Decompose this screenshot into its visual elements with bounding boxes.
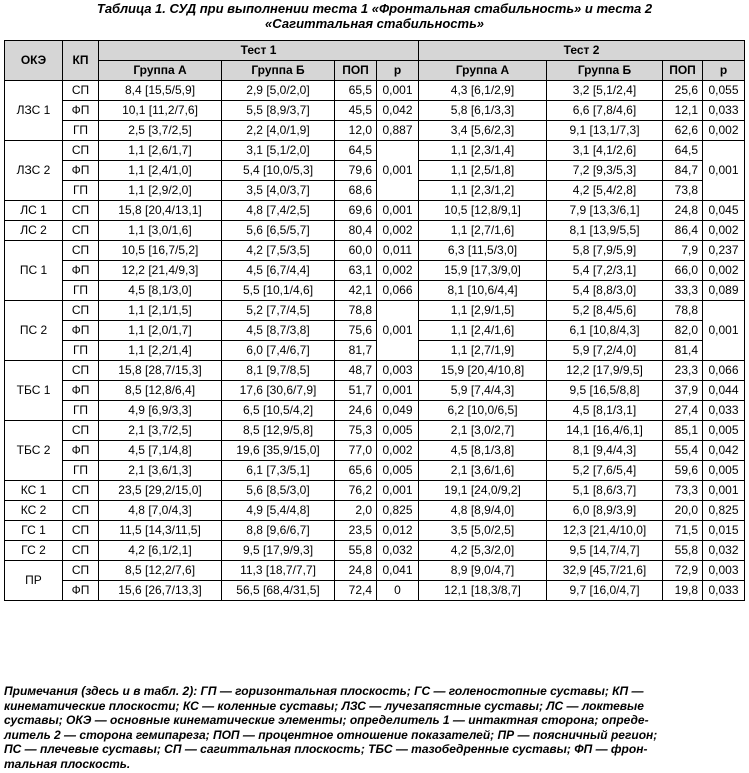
notes-line: Примечания (здесь и в табл. 2): ГП — горизонтальная плоскость; ГС — голеностопные суставы; КП — bbox=[4, 684, 644, 698]
test1-group-b-cell: 4,5 [8,7/3,8] bbox=[222, 321, 335, 341]
test2-pop-cell: 37,9 bbox=[663, 381, 703, 401]
test2-group-b-cell: 7,2 [9,3/5,3] bbox=[547, 161, 663, 181]
test1-pop-cell: 75,3 bbox=[335, 421, 377, 441]
table-row bbox=[5, 221, 745, 241]
header-row-2 bbox=[5, 61, 745, 81]
header-row-1 bbox=[5, 41, 745, 61]
test2-p-cell: 0,001 bbox=[703, 481, 745, 501]
kp-cell: ФП bbox=[63, 581, 99, 601]
notes-line: ПС — плечевые суставы; СП — сагиттальная плоскость; ТБС — тазобедренные суставы; ФП — фрон- bbox=[4, 742, 648, 756]
test2-pop-cell: 23,3 bbox=[663, 361, 703, 381]
table-notes bbox=[4, 684, 746, 771]
table-row bbox=[5, 581, 745, 601]
test1-group-a-cell: 15,6 [26,7/13,3] bbox=[99, 581, 222, 601]
test2-group-b-cell: 6,1 [10,8/4,3] bbox=[547, 321, 663, 341]
test2-group-b-cell: 5,2 [7,6/5,4] bbox=[547, 461, 663, 481]
test2-p-cell: 0,033 bbox=[703, 101, 745, 121]
okj-cell: ПС 2 bbox=[5, 301, 63, 361]
test1-group-a-cell: 8,5 [12,2/7,6] bbox=[99, 561, 222, 581]
table-row bbox=[5, 261, 745, 281]
okj-cell: ПС 1 bbox=[5, 241, 63, 301]
test1-p-cell: 0,001 bbox=[377, 201, 419, 221]
test2-p-cell: 0,015 bbox=[703, 521, 745, 541]
test2-group-b-cell: 8,1 [13,9/5,5] bbox=[547, 221, 663, 241]
test2-p-cell: 0,066 bbox=[703, 361, 745, 381]
test2-p-cell: 0,089 bbox=[703, 281, 745, 301]
test2-pop-cell: 62,6 bbox=[663, 121, 703, 141]
test2-group-a-cell: 3,5 [5,0/2,5] bbox=[419, 521, 547, 541]
test2-group-a-cell: 5,8 [6,1/3,3] bbox=[419, 101, 547, 121]
test2-group-a-cell: 1,1 [2,3/1,2] bbox=[419, 181, 547, 201]
kp-cell: СП bbox=[63, 561, 99, 581]
test1-group-a-cell: 4,2 [6,1/2,1] bbox=[99, 541, 222, 561]
kp-cell: СП bbox=[63, 201, 99, 221]
test2-pop-cell: 73,8 bbox=[663, 181, 703, 201]
test1-pop-cell: 24,6 bbox=[335, 401, 377, 421]
results-table bbox=[4, 40, 745, 601]
test1-group-a-cell: 15,8 [20,4/13,1] bbox=[99, 201, 222, 221]
test1-pop-cell: 55,8 bbox=[335, 541, 377, 561]
header-test2: Тест 2 bbox=[419, 41, 745, 61]
test2-group-a-cell: 8,9 [9,0/4,7] bbox=[419, 561, 547, 581]
test1-group-b-cell: 5,2 [7,7/4,5] bbox=[222, 301, 335, 321]
kp-cell: ФП bbox=[63, 161, 99, 181]
test1-group-a-cell: 4,9 [6,9/3,3] bbox=[99, 401, 222, 421]
okj-cell: ЛЗС 2 bbox=[5, 141, 63, 201]
test1-group-b-cell: 6,5 [10,5/4,2] bbox=[222, 401, 335, 421]
table-body bbox=[5, 81, 745, 601]
kp-cell: ГП bbox=[63, 341, 99, 361]
test1-group-b-cell: 5,5 [10,1/4,6] bbox=[222, 281, 335, 301]
table-row bbox=[5, 401, 745, 421]
test2-group-b-cell: 5,1 [8,6/3,7] bbox=[547, 481, 663, 501]
test2-group-a-cell: 1,1 [2,9/1,5] bbox=[419, 301, 547, 321]
test2-pop-cell: 24,8 bbox=[663, 201, 703, 221]
test1-pop-cell: 65,5 bbox=[335, 81, 377, 101]
test1-p-cell: 0 bbox=[377, 581, 419, 601]
kp-cell: СП bbox=[63, 141, 99, 161]
test2-pop-cell: 81,4 bbox=[663, 341, 703, 361]
table-row bbox=[5, 201, 745, 221]
test2-pop-cell: 59,6 bbox=[663, 461, 703, 481]
test2-group-b-cell: 32,9 [45,7/21,6] bbox=[547, 561, 663, 581]
test2-group-a-cell: 1,1 [2,5/1,8] bbox=[419, 161, 547, 181]
test1-pop-cell: 2,0 bbox=[335, 501, 377, 521]
test1-p-cell: 0,041 bbox=[377, 561, 419, 581]
test2-pop-cell: 86,4 bbox=[663, 221, 703, 241]
test2-group-a-cell: 2,1 [3,6/1,6] bbox=[419, 461, 547, 481]
test1-pop-cell: 80,4 bbox=[335, 221, 377, 241]
test1-group-b-cell: 5,4 [10,0/5,3] bbox=[222, 161, 335, 181]
test2-group-b-cell: 9,5 [16,5/8,8] bbox=[547, 381, 663, 401]
test1-p-cell: 0,001 bbox=[377, 381, 419, 401]
test1-group-a-cell: 2,1 [3,7/2,5] bbox=[99, 421, 222, 441]
test1-pop-cell: 78,8 bbox=[335, 301, 377, 321]
table-row bbox=[5, 181, 745, 201]
test1-p-cell: 0,049 bbox=[377, 401, 419, 421]
table-row bbox=[5, 461, 745, 481]
test2-pop-cell: 71,5 bbox=[663, 521, 703, 541]
table-row bbox=[5, 501, 745, 521]
notes-line: кинематические плоскости; КС — коленные суставы; ЛЗС — лучезапястные суставы; ЛС — локтевые bbox=[4, 698, 644, 713]
test1-pop-cell: 12,0 bbox=[335, 121, 377, 141]
test1-p-cell: 0,887 bbox=[377, 121, 419, 141]
test2-group-a-cell: 4,5 [8,1/3,8] bbox=[419, 441, 547, 461]
test2-pop-cell: 85,1 bbox=[663, 421, 703, 441]
kp-cell: СП bbox=[63, 481, 99, 501]
kp-cell: ФП bbox=[63, 381, 99, 401]
test2-group-b-cell: 12,2 [17,9/9,5] bbox=[547, 361, 663, 381]
header-test1-pop: ПОП bbox=[335, 61, 377, 81]
test1-pop-cell: 69,6 bbox=[335, 201, 377, 221]
test2-pop-cell: 27,4 bbox=[663, 401, 703, 421]
table-row bbox=[5, 421, 745, 441]
table-title bbox=[0, 1, 749, 31]
test1-pop-cell: 75,6 bbox=[335, 321, 377, 341]
test2-pop-cell: 84,7 bbox=[663, 161, 703, 181]
okj-cell: ТБС 1 bbox=[5, 361, 63, 421]
test2-group-a-cell: 8,1 [10,6/4,4] bbox=[419, 281, 547, 301]
table-row bbox=[5, 241, 745, 261]
test2-pop-cell: 55,8 bbox=[663, 541, 703, 561]
header-test1: Тест 1 bbox=[99, 41, 419, 61]
table-row bbox=[5, 141, 745, 161]
test1-pop-cell: 42,1 bbox=[335, 281, 377, 301]
okj-cell: КС 1 bbox=[5, 481, 63, 501]
header-kp: КП bbox=[63, 41, 99, 81]
kp-cell: ФП bbox=[63, 101, 99, 121]
table-row bbox=[5, 481, 745, 501]
test1-group-a-cell: 1,1 [2,4/1,0] bbox=[99, 161, 222, 181]
test1-pop-cell: 48,7 bbox=[335, 361, 377, 381]
test1-p-cell: 0,001 bbox=[377, 481, 419, 501]
table-row bbox=[5, 521, 745, 541]
test2-group-a-cell: 1,1 [2,4/1,6] bbox=[419, 321, 547, 341]
test1-p-cell: 0,001 bbox=[377, 141, 419, 201]
test1-p-cell: 0,002 bbox=[377, 261, 419, 281]
notes-line: тальная плоскость. bbox=[4, 756, 131, 771]
table-row bbox=[5, 301, 745, 321]
test2-group-a-cell: 5,9 [7,4/4,3] bbox=[419, 381, 547, 401]
header-test1-p: р bbox=[377, 61, 419, 81]
test1-pop-cell: 72,4 bbox=[335, 581, 377, 601]
test2-group-b-cell: 6,6 [7,8/4,6] bbox=[547, 101, 663, 121]
okj-cell: ГС 2 bbox=[5, 541, 63, 561]
test1-group-b-cell: 8,5 [12,9/5,8] bbox=[222, 421, 335, 441]
test2-pop-cell: 12,1 bbox=[663, 101, 703, 121]
kp-cell: СП bbox=[63, 521, 99, 541]
table-title-line-2: «Сагиттальная стабильность» bbox=[264, 16, 485, 31]
test1-group-a-cell: 2,1 [3,6/1,3] bbox=[99, 461, 222, 481]
test2-pop-cell: 72,9 bbox=[663, 561, 703, 581]
test2-group-b-cell: 9,5 [14,7/4,7] bbox=[547, 541, 663, 561]
header-test2-p: р bbox=[703, 61, 745, 81]
header-test2-group-a: Группа А bbox=[419, 61, 547, 81]
test1-pop-cell: 24,8 bbox=[335, 561, 377, 581]
test1-pop-cell: 76,2 bbox=[335, 481, 377, 501]
test1-pop-cell: 65,6 bbox=[335, 461, 377, 481]
test2-group-a-cell: 4,8 [8,9/4,0] bbox=[419, 501, 547, 521]
test2-group-b-cell: 8,1 [9,4/4,3] bbox=[547, 441, 663, 461]
test1-pop-cell: 45,5 bbox=[335, 101, 377, 121]
test2-pop-cell: 19,8 bbox=[663, 581, 703, 601]
test1-group-a-cell: 12,2 [21,4/9,3] bbox=[99, 261, 222, 281]
test1-group-b-cell: 8,8 [9,6/6,7] bbox=[222, 521, 335, 541]
test1-pop-cell: 23,5 bbox=[335, 521, 377, 541]
test1-group-b-cell: 2,9 [5,0/2,0] bbox=[222, 81, 335, 101]
header-test2-group-b: Группа Б bbox=[547, 61, 663, 81]
test2-group-a-cell: 10,5 [12,8/9,1] bbox=[419, 201, 547, 221]
okj-cell: ЛЗС 1 bbox=[5, 81, 63, 141]
test1-group-b-cell: 5,6 [8,5/3,0] bbox=[222, 481, 335, 501]
test1-group-a-cell: 10,5 [16,7/5,2] bbox=[99, 241, 222, 261]
test1-group-b-cell: 4,9 [5,4/4,8] bbox=[222, 501, 335, 521]
test1-group-b-cell: 19,6 [35,9/15,0] bbox=[222, 441, 335, 461]
test1-p-cell: 0,002 bbox=[377, 221, 419, 241]
test2-group-a-cell: 15,9 [17,3/9,0] bbox=[419, 261, 547, 281]
test2-group-a-cell: 1,1 [2,3/1,4] bbox=[419, 141, 547, 161]
test2-group-b-cell: 12,3 [21,4/10,0] bbox=[547, 521, 663, 541]
test2-group-a-cell: 1,1 [2,7/1,6] bbox=[419, 221, 547, 241]
test1-p-cell: 0,042 bbox=[377, 101, 419, 121]
test2-group-b-cell: 3,1 [4,1/2,6] bbox=[547, 141, 663, 161]
header-okj: ОКЭ bbox=[5, 41, 63, 81]
test1-group-a-cell: 1,1 [2,1/1,5] bbox=[99, 301, 222, 321]
test1-group-b-cell: 5,5 [8,9/3,7] bbox=[222, 101, 335, 121]
notes-line: литель 2 — сторона гемипареза; ПОП — процентное отношение показателей; ПР — поясничный регион; bbox=[4, 727, 658, 742]
kp-cell: СП bbox=[63, 421, 99, 441]
test1-pop-cell: 51,7 bbox=[335, 381, 377, 401]
test1-group-b-cell: 6,0 [7,4/6,7] bbox=[222, 341, 335, 361]
test1-group-a-cell: 8,5 [12,8/6,4] bbox=[99, 381, 222, 401]
table-row bbox=[5, 321, 745, 341]
kp-cell: ГП bbox=[63, 121, 99, 141]
kp-cell: ФП bbox=[63, 321, 99, 341]
kp-cell: ГП bbox=[63, 401, 99, 421]
test1-group-b-cell: 3,1 [5,1/2,0] bbox=[222, 141, 335, 161]
table-row bbox=[5, 361, 745, 381]
table-row bbox=[5, 541, 745, 561]
test1-p-cell: 0,001 bbox=[377, 81, 419, 101]
test1-group-a-cell: 15,8 [28,7/15,3] bbox=[99, 361, 222, 381]
test1-group-b-cell: 9,5 [17,9/9,3] bbox=[222, 541, 335, 561]
kp-cell: ФП bbox=[63, 441, 99, 461]
table-row bbox=[5, 381, 745, 401]
test2-group-b-cell: 4,2 [5,4/2,8] bbox=[547, 181, 663, 201]
test1-pop-cell: 81,7 bbox=[335, 341, 377, 361]
test2-group-b-cell: 5,9 [7,2/4,0] bbox=[547, 341, 663, 361]
test1-group-b-cell: 11,3 [18,7/7,7] bbox=[222, 561, 335, 581]
test2-group-b-cell: 5,8 [7,9/5,9] bbox=[547, 241, 663, 261]
table-row bbox=[5, 81, 745, 101]
test2-group-b-cell: 5,2 [8,4/5,6] bbox=[547, 301, 663, 321]
test2-p-cell: 0,002 bbox=[703, 121, 745, 141]
okj-cell: ЛС 1 bbox=[5, 201, 63, 221]
test1-pop-cell: 77,0 bbox=[335, 441, 377, 461]
header-test1-group-b: Группа Б bbox=[222, 61, 335, 81]
okj-cell: ЛС 2 bbox=[5, 221, 63, 241]
test2-p-cell: 0,002 bbox=[703, 221, 745, 241]
table-row bbox=[5, 281, 745, 301]
test1-p-cell: 0,825 bbox=[377, 501, 419, 521]
kp-cell: СП bbox=[63, 241, 99, 261]
table-row bbox=[5, 161, 745, 181]
test2-pop-cell: 7,9 bbox=[663, 241, 703, 261]
test2-pop-cell: 20,0 bbox=[663, 501, 703, 521]
table-row bbox=[5, 101, 745, 121]
test2-group-a-cell: 4,3 [6,1/2,9] bbox=[419, 81, 547, 101]
test2-pop-cell: 78,8 bbox=[663, 301, 703, 321]
test1-group-b-cell: 3,5 [4,0/3,7] bbox=[222, 181, 335, 201]
test2-group-a-cell: 1,1 [2,7/1,9] bbox=[419, 341, 547, 361]
test2-p-cell: 0,032 bbox=[703, 541, 745, 561]
test2-pop-cell: 55,4 bbox=[663, 441, 703, 461]
test1-group-a-cell: 4,5 [8,1/3,0] bbox=[99, 281, 222, 301]
test2-p-cell: 0,001 bbox=[703, 301, 745, 361]
test2-group-b-cell: 5,4 [7,2/3,1] bbox=[547, 261, 663, 281]
test1-group-b-cell: 2,2 [4,0/1,9] bbox=[222, 121, 335, 141]
test2-group-b-cell: 7,9 [13,3/6,1] bbox=[547, 201, 663, 221]
header-test2-pop: ПОП bbox=[663, 61, 703, 81]
test1-group-a-cell: 4,8 [7,0/4,3] bbox=[99, 501, 222, 521]
test2-pop-cell: 25,6 bbox=[663, 81, 703, 101]
test2-group-b-cell: 3,2 [5,1/2,4] bbox=[547, 81, 663, 101]
test1-pop-cell: 68,6 bbox=[335, 181, 377, 201]
kp-cell: СП bbox=[63, 501, 99, 521]
test2-p-cell: 0,237 bbox=[703, 241, 745, 261]
test2-pop-cell: 66,0 bbox=[663, 261, 703, 281]
test2-p-cell: 0,005 bbox=[703, 421, 745, 441]
test1-group-a-cell: 2,5 [3,7/2,5] bbox=[99, 121, 222, 141]
header-test1-group-a: Группа А bbox=[99, 61, 222, 81]
test2-p-cell: 0,001 bbox=[703, 141, 745, 201]
test1-p-cell: 0,003 bbox=[377, 361, 419, 381]
kp-cell: СП bbox=[63, 81, 99, 101]
test1-p-cell: 0,032 bbox=[377, 541, 419, 561]
test1-group-b-cell: 56,5 [68,4/31,5] bbox=[222, 581, 335, 601]
test1-group-a-cell: 1,1 [3,0/1,6] bbox=[99, 221, 222, 241]
test2-group-b-cell: 4,5 [8,1/3,1] bbox=[547, 401, 663, 421]
test1-group-a-cell: 1,1 [2,6/1,7] bbox=[99, 141, 222, 161]
test1-p-cell: 0,066 bbox=[377, 281, 419, 301]
kp-cell: ГП bbox=[63, 461, 99, 481]
test2-group-b-cell: 14,1 [16,4/6,1] bbox=[547, 421, 663, 441]
test1-group-a-cell: 1,1 [2,2/1,4] bbox=[99, 341, 222, 361]
test2-p-cell: 0,042 bbox=[703, 441, 745, 461]
test1-pop-cell: 63,1 bbox=[335, 261, 377, 281]
test2-group-b-cell: 5,4 [8,8/3,0] bbox=[547, 281, 663, 301]
test1-group-b-cell: 6,1 [7,3/5,1] bbox=[222, 461, 335, 481]
test1-group-b-cell: 4,8 [7,4/2,5] bbox=[222, 201, 335, 221]
table-row bbox=[5, 341, 745, 361]
test2-group-b-cell: 6,0 [8,9/3,9] bbox=[547, 501, 663, 521]
test2-pop-cell: 33,3 bbox=[663, 281, 703, 301]
test1-group-b-cell: 17,6 [30,6/7,9] bbox=[222, 381, 335, 401]
test1-group-b-cell: 4,2 [7,5/3,5] bbox=[222, 241, 335, 261]
notes-line: суставы; ОКЭ — основные кинематические элементы; определитель 1 — интактная сторона; опреде- bbox=[4, 713, 649, 727]
test2-p-cell: 0,045 bbox=[703, 201, 745, 221]
test1-p-cell: 0,001 bbox=[377, 301, 419, 361]
test1-group-a-cell: 11,5 [14,3/11,5] bbox=[99, 521, 222, 541]
test2-group-a-cell: 6,3 [11,5/3,0] bbox=[419, 241, 547, 261]
test2-p-cell: 0,033 bbox=[703, 401, 745, 421]
test1-pop-cell: 64,5 bbox=[335, 141, 377, 161]
test2-p-cell: 0,055 bbox=[703, 81, 745, 101]
test2-group-b-cell: 9,1 [13,1/7,3] bbox=[547, 121, 663, 141]
kp-cell: СП bbox=[63, 301, 99, 321]
test1-pop-cell: 79,6 bbox=[335, 161, 377, 181]
okj-cell: ТБС 2 bbox=[5, 421, 63, 481]
okj-cell: ПР bbox=[5, 561, 63, 601]
test1-group-a-cell: 23,5 [29,2/15,0] bbox=[99, 481, 222, 501]
okj-cell: ГС 1 bbox=[5, 521, 63, 541]
test1-p-cell: 0,012 bbox=[377, 521, 419, 541]
test1-p-cell: 0,002 bbox=[377, 441, 419, 461]
test1-group-a-cell: 8,4 [15,5/5,9] bbox=[99, 81, 222, 101]
test1-group-a-cell: 1,1 [2,9/2,0] bbox=[99, 181, 222, 201]
test1-group-a-cell: 1,1 [2,0/1,7] bbox=[99, 321, 222, 341]
test2-p-cell: 0,825 bbox=[703, 501, 745, 521]
test2-p-cell: 0,033 bbox=[703, 581, 745, 601]
kp-cell: СП bbox=[63, 361, 99, 381]
table-title-line-1: Таблица 1. СУД при выполнении теста 1 «Фронтальная стабильность» и теста 2 bbox=[96, 1, 653, 16]
okj-cell: КС 2 bbox=[5, 501, 63, 521]
table-row bbox=[5, 121, 745, 141]
test1-p-cell: 0,005 bbox=[377, 461, 419, 481]
test2-group-a-cell: 19,1 [24,0/9,2] bbox=[419, 481, 547, 501]
kp-cell: ФП bbox=[63, 261, 99, 281]
test1-group-b-cell: 4,5 [6,7/4,4] bbox=[222, 261, 335, 281]
test2-group-a-cell: 4,2 [5,3/2,0] bbox=[419, 541, 547, 561]
kp-cell: СП bbox=[63, 221, 99, 241]
test2-p-cell: 0,003 bbox=[703, 561, 745, 581]
test1-group-a-cell: 4,5 [7,1/4,8] bbox=[99, 441, 222, 461]
test2-group-a-cell: 15,9 [20,4/10,8] bbox=[419, 361, 547, 381]
table-row bbox=[5, 561, 745, 581]
test1-group-b-cell: 8,1 [9,7/8,5] bbox=[222, 361, 335, 381]
kp-cell: СП bbox=[63, 541, 99, 561]
test1-p-cell: 0,005 bbox=[377, 421, 419, 441]
test2-group-a-cell: 3,4 [5,6/2,3] bbox=[419, 121, 547, 141]
test2-pop-cell: 64,5 bbox=[663, 141, 703, 161]
test1-group-b-cell: 5,6 [6,5/5,7] bbox=[222, 221, 335, 241]
kp-cell: ГП bbox=[63, 281, 99, 301]
test1-pop-cell: 60,0 bbox=[335, 241, 377, 261]
table-row bbox=[5, 441, 745, 461]
test1-group-a-cell: 10,1 [11,2/7,6] bbox=[99, 101, 222, 121]
test2-group-a-cell: 6,2 [10,0/6,5] bbox=[419, 401, 547, 421]
test2-pop-cell: 82,0 bbox=[663, 321, 703, 341]
test2-p-cell: 0,002 bbox=[703, 261, 745, 281]
test1-p-cell: 0,011 bbox=[377, 241, 419, 261]
test2-group-a-cell: 2,1 [3,0/2,7] bbox=[419, 421, 547, 441]
test2-group-a-cell: 12,1 [18,3/8,7] bbox=[419, 581, 547, 601]
test2-pop-cell: 73,3 bbox=[663, 481, 703, 501]
test2-group-b-cell: 9,7 [16,0/4,7] bbox=[547, 581, 663, 601]
test2-p-cell: 0,005 bbox=[703, 461, 745, 481]
test2-p-cell: 0,044 bbox=[703, 381, 745, 401]
kp-cell: ГП bbox=[63, 181, 99, 201]
